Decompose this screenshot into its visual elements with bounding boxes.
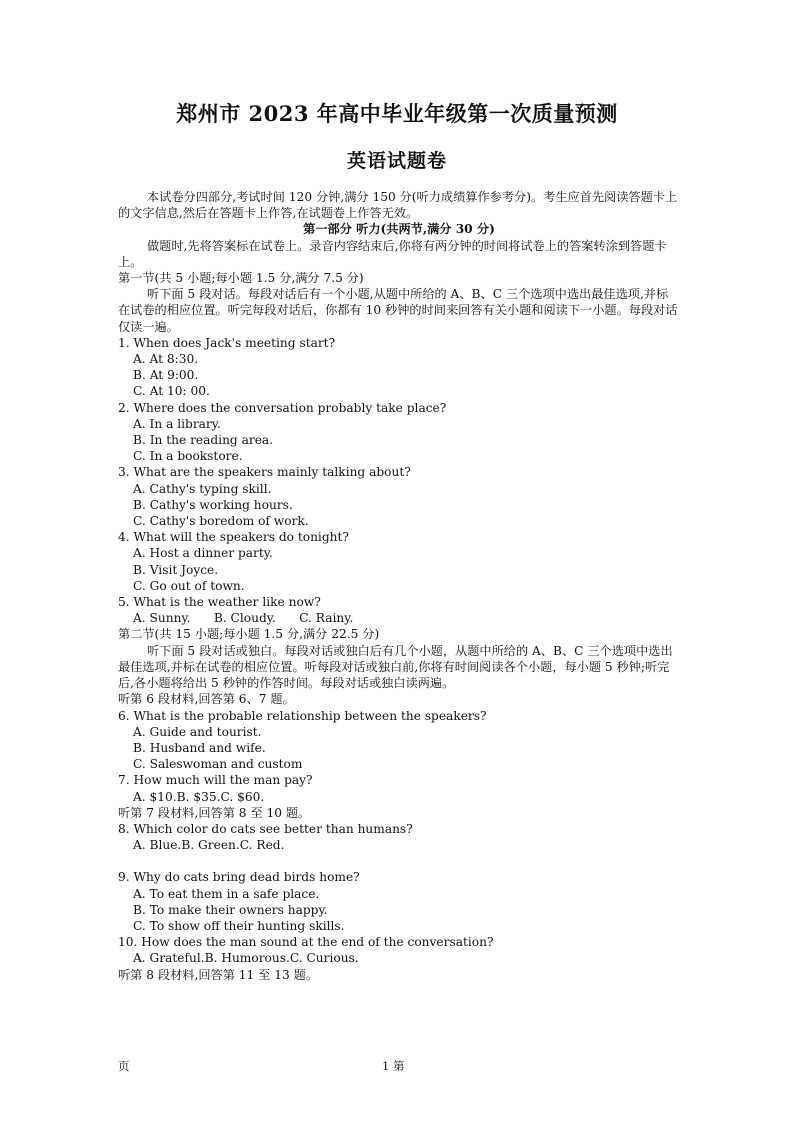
question-stem: 9. Why do cats bring dead birds home? <box>118 870 360 885</box>
option-b: B. Cathy's working hours. <box>133 497 293 512</box>
question-stem: 8. Which color do cats see better than humans? <box>118 821 413 836</box>
material-6-note: 听第 6 段材料,回答第 6、7 题。 <box>118 692 295 707</box>
question-8 <box>118 821 680 853</box>
question-2 <box>118 400 680 465</box>
question-1 <box>118 335 680 400</box>
option-a: A. Host a dinner party. <box>133 546 273 561</box>
question-stem: 4. What will the speakers do tonight? <box>118 530 349 545</box>
options-inline: A. $10.B. $35.C. $60. <box>133 789 265 804</box>
option-a: A. Cathy's typing skill. <box>133 481 272 496</box>
question-7 <box>118 772 680 804</box>
options-inline: A. Blue.B. Green.C. Red. <box>133 838 285 853</box>
option-a: A. In a library. <box>133 416 221 431</box>
option-b: B. Visit Joyce. <box>133 562 219 577</box>
option-c: C. Cathy's boredom of work. <box>133 514 309 529</box>
part1-heading: 第一部分 听力(共两节,满分 30 分) <box>303 222 495 237</box>
option-c: C. Go out of town. <box>133 578 245 593</box>
question-10 <box>118 934 680 966</box>
option-b: B. At 9:00. <box>133 368 199 383</box>
option-b: B. In the reading area. <box>133 433 274 448</box>
question-stem: 5. What is the weather like now? <box>118 595 321 610</box>
option-a: A. To eat them in a safe place. <box>133 886 320 901</box>
exam-subtitle: 英语试题卷 <box>346 150 447 172</box>
material-8-note: 听第 8 段材料,回答第 11 至 13 题。 <box>118 967 318 982</box>
option-c: C. Saleswoman and custom <box>133 757 303 772</box>
question-3 <box>118 464 680 529</box>
question-stem: 6. What is the probable relationship between the speakers? <box>118 708 487 723</box>
question-stem: 10. How does the man sound at the end of the conversation? <box>118 935 494 950</box>
footer-page-label: 页 <box>118 1059 130 1073</box>
part1-instruction: 做题时,先将答案标在试卷上。录音内容结束后,你将有两分钟的时间将试卷上的答案转涂到答题卡上。 <box>118 238 667 269</box>
blank-spacer <box>118 853 680 869</box>
option-a: A. Guide and tourist. <box>133 724 262 739</box>
option-c: C. In a bookstore. <box>133 449 243 464</box>
option-c: C. At 10: 00. <box>133 384 210 399</box>
option-a: A. At 8:30. <box>133 352 199 367</box>
section2-heading: 第二节(共 15 小题;每小题 1.5 分,满分 22.5 分) <box>118 627 380 642</box>
question-stem: 7. How much will the man pay? <box>118 773 313 788</box>
material-7-note: 听第 7 段材料,回答第 8 至 10 题。 <box>118 805 311 820</box>
question-9 <box>118 869 680 934</box>
exam-body <box>118 189 680 983</box>
question-stem: 2. Where does the conversation probably take place? <box>118 400 447 415</box>
exam-title: 郑州市 2023 年高中毕业年级第一次质量预测 <box>176 101 618 126</box>
question-4 <box>118 529 680 594</box>
question-stem: 1. When does Jack's meeting start? <box>118 335 336 350</box>
section1-instruction: 听下面 5 段对话。每段对话后有一个小题,从题中所给的 A、B、C 三个选项中选出最佳选项,并标在试卷的相应位置。听完每段对话后，你都有 10 秒钟的时间来回答有关小题和阅读下一小题。每段对话仅读一遍。 <box>118 287 678 334</box>
section1-heading: 第一节(共 5 小题;每小题 1.5 分,满分 7.5 分) <box>118 271 364 286</box>
option-c: C. To show off their hunting skills. <box>133 918 345 933</box>
options-inline: A. Grateful.B. Humorous.C. Curious. <box>133 951 359 966</box>
question-6 <box>118 708 680 773</box>
intro-paragraph: 本试卷分四部分,考试时间 120 分钟,满分 150 分(听力成绩算作参考分)。考生应首先阅读答题卡上的文字信息,然后在答题卡上作答,在试题卷上作答无效。 <box>118 190 678 221</box>
option-b: B. To make their owners happy. <box>133 902 328 917</box>
option-b: B. Husband and wife. <box>133 740 266 755</box>
section2-instruction: 听下面 5 段对话或独白。每段对话或独白后有几个小题，从题中所给的 A、B、C 三个选项中选出最佳选项,并标在试卷的相应位置。听每段对话或独白前,你将有时间阅读各个小题，每小题 5 秒钟;听完后,各小题将给出 5 秒钟的作答时间。每段对话或独白读两遍。 <box>118 643 673 691</box>
footer-page-number: 1 第 <box>382 1059 405 1073</box>
question-5 <box>118 594 680 626</box>
question-stem: 3. What are the speakers mainly talking about? <box>118 465 411 480</box>
options-inline: A. Sunny. B. Cloudy. C. Rainy. <box>133 611 354 626</box>
